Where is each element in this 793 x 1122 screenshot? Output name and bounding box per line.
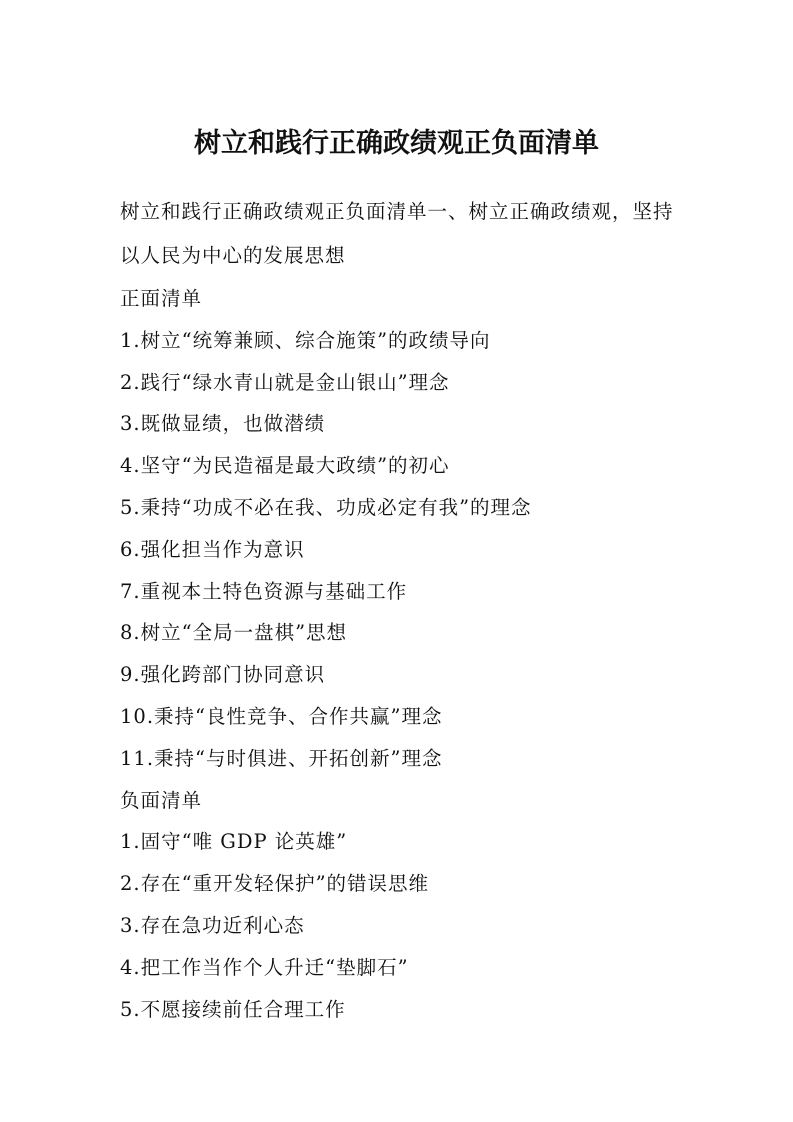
positive-list-item: 10.秉持“良性竞争、合作共赢”理念	[120, 704, 443, 728]
positive-list-heading: 正面清单	[120, 287, 203, 310]
positive-list-item: 2.践行“绿水青山就是金山银山”理念	[120, 370, 450, 394]
positive-list-item: 5.秉持“功成不必在我、功成必定有我”的理念	[120, 495, 532, 519]
positive-list-item: 7.重视本土特色资源与基础工作	[120, 579, 408, 603]
negative-list-item: 1.固守“唯 GDP 论英雄”	[120, 830, 348, 854]
positive-list-item: 9.强化跨部门协同意识	[120, 663, 326, 687]
negative-list-item: 2.存在“重开发轻保护”的错误思维	[120, 872, 430, 896]
positive-list-item: 11.秉持“与时俱进、开拓创新”理念	[120, 746, 443, 770]
document-title: 树立和践行正确政绩观正负面清单	[194, 128, 599, 159]
positive-list-item: 1.树立“统筹兼顾、综合施策”的政绩导向	[120, 328, 491, 352]
positive-list-item: 3.既做显绩，也做潜绩	[120, 412, 326, 436]
negative-list-item: 4.把工作当作个人升迁“垫脚石”	[120, 955, 409, 979]
document-body	[120, 190, 680, 1030]
intro-paragraph: 树立和践行正确政绩观正负面清单一、树立正确政绩观，坚持以人民为中心的发展思想	[120, 200, 674, 267]
positive-list-item: 6.强化担当作为意识	[120, 537, 305, 561]
positive-list-item: 8.树立“全局一盘棋”思想	[120, 621, 348, 645]
positive-list-item: 4.坚守“为民造福是最大政绩”的初心	[120, 454, 450, 478]
negative-list-heading: 负面清单	[120, 788, 203, 812]
negative-list-item: 3.存在急功近利心态	[120, 913, 305, 937]
negative-list-item: 5.不愿接续前任合理工作	[120, 997, 346, 1021]
